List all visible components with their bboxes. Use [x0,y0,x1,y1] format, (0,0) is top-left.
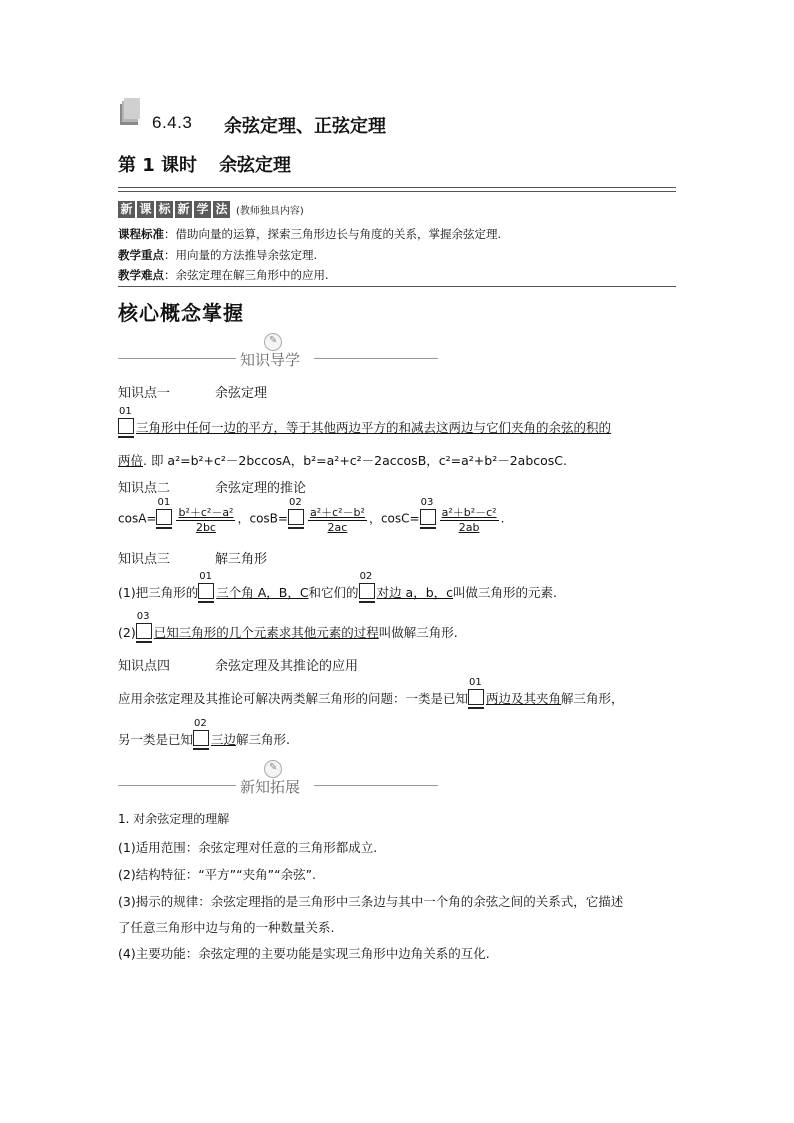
kp4-line2: 另一类是已知 02 三边解三角形. [118,718,291,747]
extension-item: (1)适用范围：余弦定理对任意的三角形都成立. [118,840,378,855]
badge-note: (教师独具内容) [236,205,304,217]
knowledge-point-2-heading: 知识点二 余弦定理的推论 [118,481,307,496]
kp2-formulas: cosA= 01 $\frac{\text{b²＋c²－a²}}{2bc}$ ，cosB= 02 $\frac{\text{a²＋c²－b²}}{2ac}$ ，cosC= 03 $\frac{\text{a²＋b²－c²}}{2ab}$ . [118,496,505,534]
leaf-icon: ✎ [264,760,282,778]
extension-item: (2)结构特征：“平方”“夹角”“余弦”. [118,867,317,882]
kp3-line2: (2) 03 已知三角形的几个元素求其他元素的过程叫做解三角形. [118,611,458,640]
new-curriculum-badge [118,200,304,218]
curriculum-standard: 课程标准：借助向量的运算，探索三角形边长与角度的关系，掌握余弦定理. [118,227,502,241]
blank-marker: 03 [136,623,152,639]
lesson-part2: 余弦定理 [219,155,292,176]
extension-item: (3)揭示的规律：余弦定理指的是三角形中三条边与其中一个角的余弦之间的关系式，它描述 [118,894,624,909]
leaf-icon: ✎ [264,333,282,351]
book-icon [118,98,142,126]
badge-char: 学 [194,201,211,218]
core-concepts-heading: 核心概念掌握 [118,301,244,325]
kp1-line2: 两倍. 即 a²=b²+c²－2bccosA，b²=a²+c²－2accosB，c²=a²+b²－2abcosC. [118,453,567,468]
divider [118,187,676,188]
blank-marker: 02 [359,583,375,599]
teaching-difficulty: 教学难点：余弦定理在解三角形中的应用. [118,268,329,282]
knowledge-point-1-heading: 知识点一 余弦定理 [118,386,268,401]
blank-marker: 02 [193,730,209,746]
section-band-new-knowledge: ✎ 新知拓展 [118,760,438,790]
kp3-line1: (1)把三角形的 01 三个角 A，B，C和它们的 02 对边 a，b，c叫做三角形的元素. [118,571,557,600]
divider [118,191,676,192]
blank-marker: 01 [156,509,172,525]
badge-char: 新 [175,201,192,218]
divider [118,286,676,287]
kp4-line1: 应用余弦定理及其推论可解决两类解三角形的问题：一类是已知 01 两边及其夹角解三角形， [118,677,624,706]
cosC-fraction: $\frac{\text{a²＋b²－c²}}{2ab}$ [441,506,497,534]
knowledge-point-3-heading: 知识点三 解三角形 [118,552,268,567]
badge-char: 标 [156,201,173,218]
blank-marker: 03 [420,509,436,525]
badge-char: 法 [213,201,230,218]
kp1-line1: 01 三角形中任何一边的平方，等于其他两边平方的和减去这两边与它们夹角的余弦的积的 [119,406,612,435]
lesson-title [118,151,291,177]
badge-char: 课 [137,201,154,218]
blank-marker: 02 [288,509,304,525]
cosA-fraction: $\frac{\text{b²＋c²－a²}}{2bc}$ [178,506,234,534]
lesson-part1: 第 1 课时 [118,155,198,176]
badge-char: 新 [118,201,135,218]
section-band-knowledge-guide: ✎ 知识导学 [118,333,438,363]
blank-marker: 01 [198,583,214,599]
extension-item: 了任意三角形中边与角的一种数量关系. [118,920,335,935]
knowledge-point-4-heading: 知识点四 余弦定理及其推论的应用 [118,659,359,674]
extension-heading: 1. 对余弦定理的理解 [118,812,230,826]
section-number: 6.4.3 [152,113,193,132]
extension-item: (4)主要功能：余弦定理的主要功能是实现三角形中边角关系的互化. [118,946,490,961]
teaching-focus: 教学重点：用向量的方法推导余弦定理. [118,248,318,262]
section-title: 余弦定理、正弦定理 [224,116,386,137]
blank-marker: 01 [468,689,484,705]
cosB-fraction: $\frac{\text{a²＋c²－b²}}{2ac}$ [309,506,365,534]
blank-marker: 01 [118,418,134,434]
